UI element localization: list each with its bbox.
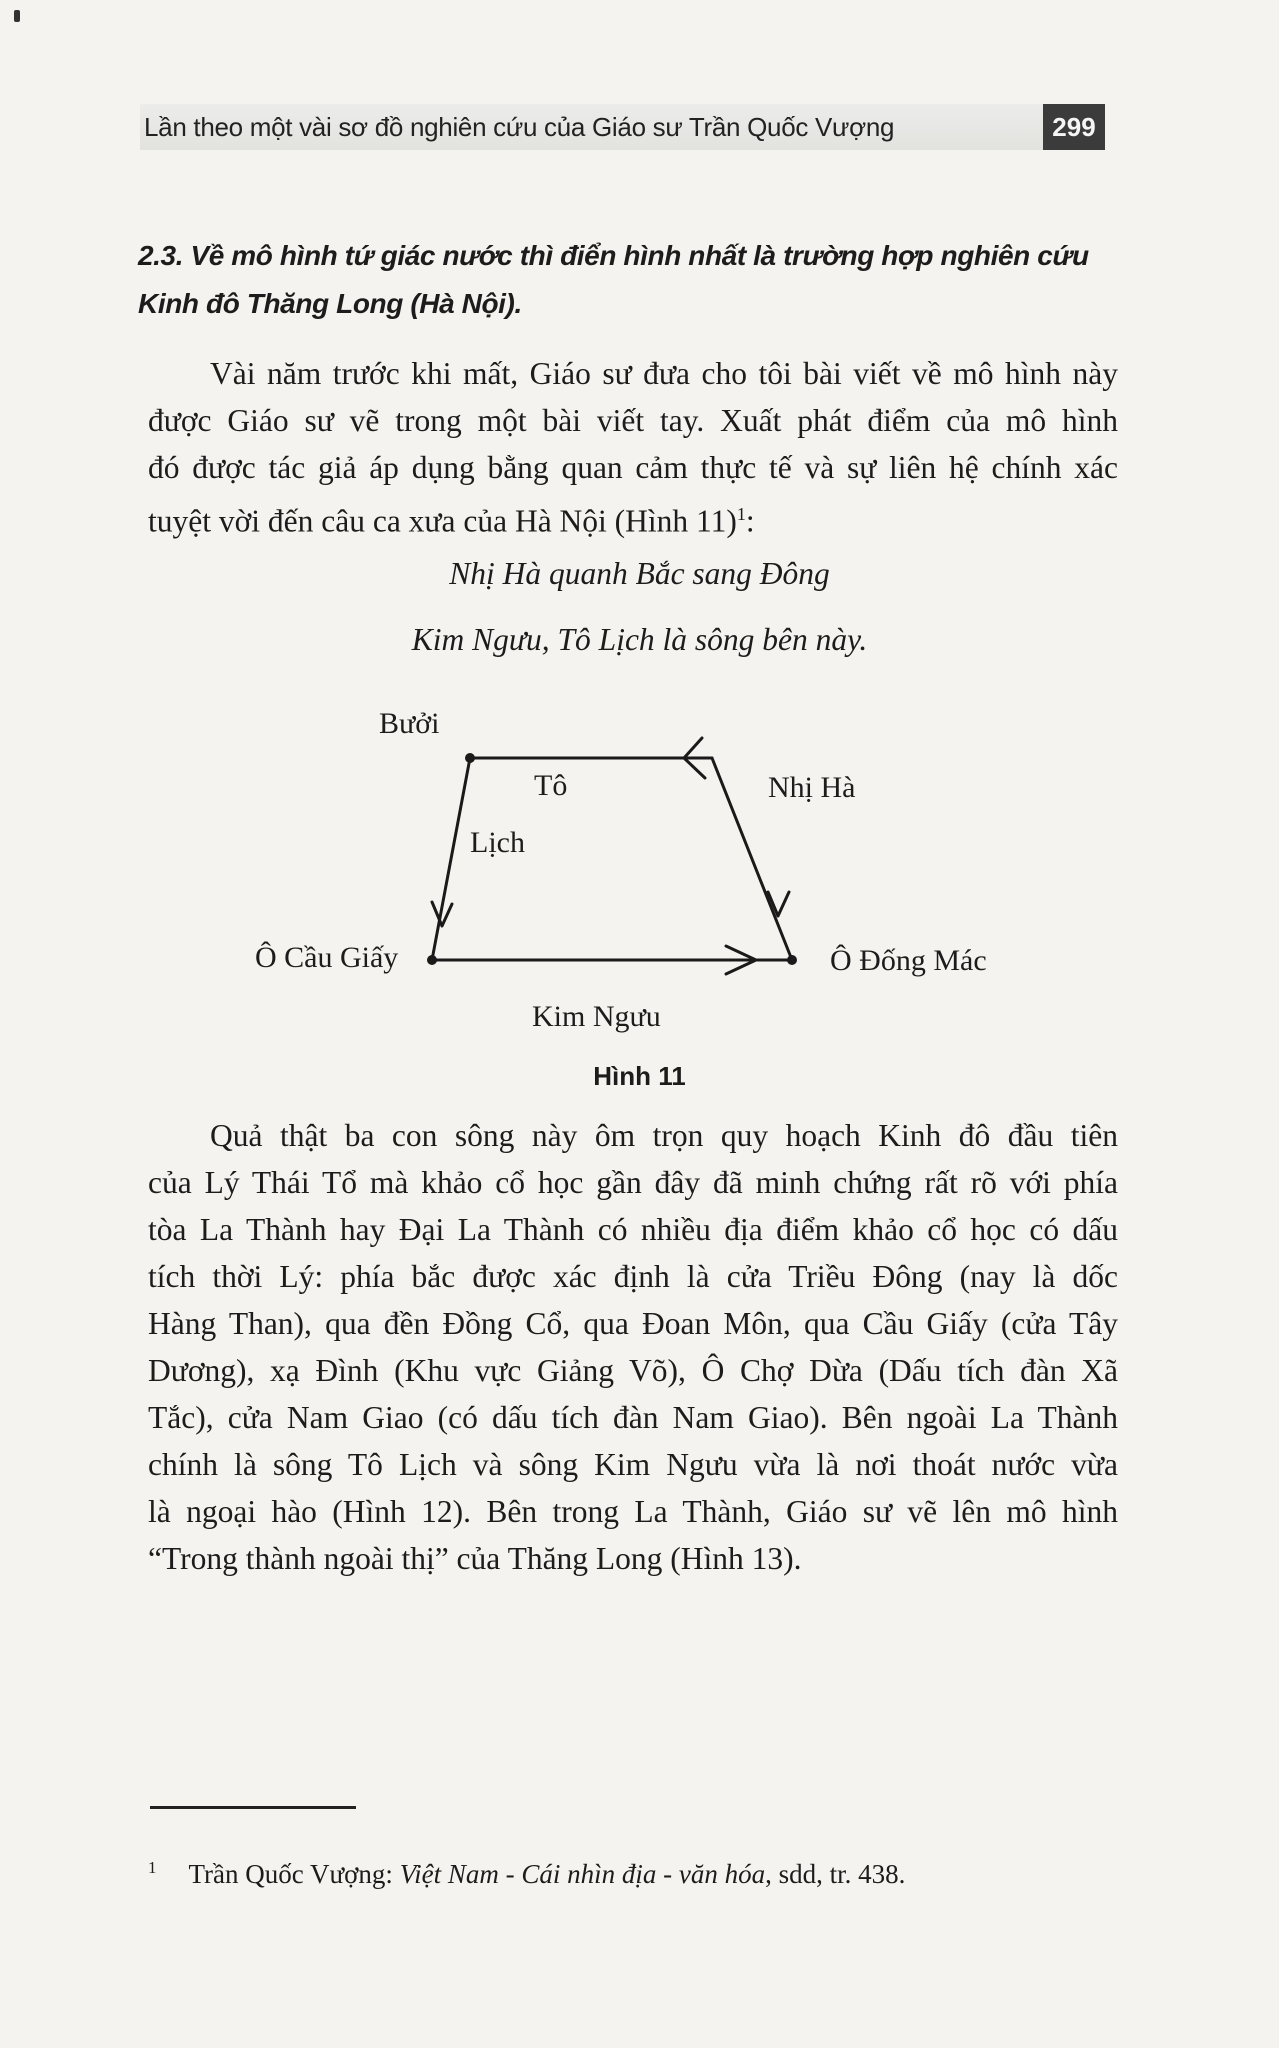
footnote-mark: 1 [148, 1858, 157, 1877]
label-o-cau-giay: Ô Cầu Giấy [255, 941, 399, 974]
footnote [148, 1858, 905, 1890]
paragraph-line: Vài năm trước khi mất, Giáo sư đưa cho tôi bài viết về mô hình này [210, 356, 1118, 391]
node-cau-giay [427, 955, 437, 965]
footnote-book-title: Việt Nam - Cái nhìn địa - văn hóa [399, 1859, 766, 1889]
footnote-citation: , sdd, tr. 438. [765, 1859, 906, 1889]
label-kim-nguu: Kim Ngưu [532, 1000, 661, 1033]
paragraph-line: là ngoại hào (Hình 12). Bên trong La Thành, Giáo sư vẽ lên mô hình [148, 1494, 1118, 1529]
paragraph-line: tích thời Lý: phía bắc được xác định là cửa Triều Đông (nay là dốc [148, 1259, 1118, 1294]
label-nhi-ha: Nhị Hà [768, 771, 856, 804]
paragraph-line: được Giáo sư vẽ trong một bài viết tay. Xuất phát điểm của mô hình [148, 403, 1118, 438]
footnote-divider [150, 1806, 356, 1809]
paragraph-line: Quả thật ba con sông này ôm trọn quy hoạch Kinh đô đầu tiên [210, 1118, 1118, 1153]
section-heading-line-1: 2.3. Về mô hình tứ giác nước thì điển hình nhất là trường hợp nghiên cứu [138, 240, 1089, 271]
verse-line-1: Nhị Hà quanh Bắc sang Đông [449, 556, 830, 591]
paragraph-line: của Lý Thái Tổ mà khảo cổ học gần đây đã minh chứng rất rõ với phía [148, 1165, 1118, 1200]
paragraph-line: Dương), xạ Đình (Khu vực Giảng Võ), Ô Chợ Dừa (Dấu tích đàn Xã [148, 1353, 1118, 1388]
paragraph-line-tail: : [745, 503, 755, 539]
label-to: Tô [534, 769, 568, 802]
paragraph-line: tòa La Thành hay Đại La Thành có nhiều địa điểm khảo cổ học có dấu [148, 1212, 1118, 1247]
paragraph-line: Tắc), cửa Nam Giao (có dấu tích đàn Nam Giao). Bên ngoài La Thành [148, 1400, 1118, 1435]
paragraph-line: đó được tác giả áp dụng bằng quan cảm thực tế và sự liên hệ chính xác [148, 450, 1118, 485]
section-heading-line-2: Kinh đô Thăng Long (Hà Nội). [138, 288, 522, 319]
page-number: 299 [1043, 104, 1105, 150]
footnote-author: Trần Quốc Vượng: [188, 1859, 400, 1889]
paragraph-line: Hàng Than), qua đền Đồng Cổ, qua Đoan Môn, qua Cầu Giấy (cửa Tây [148, 1306, 1118, 1341]
node-dong-mac [787, 955, 797, 965]
footnote-reference: 1 [736, 504, 746, 524]
paragraph-line: chính là sông Tô Lịch và sông Kim Ngưu vừa là nơi thoát nước vừa [148, 1447, 1118, 1482]
to-lich-left-edge [432, 758, 470, 960]
paragraph-body [148, 1112, 1118, 1582]
paragraph-line-text: tuyệt vời đến câu ca xưa của Hà Nội (Hình 11) [148, 503, 737, 539]
label-lich: Lịch [470, 826, 525, 859]
label-buoi: Bưởi [379, 707, 440, 740]
verse-line-2: Kim Ngưu, Tô Lịch là sông bên này. [411, 622, 868, 657]
header-title: Lần theo một vài sơ đồ nghiên cứu của Giáo sư Trần Quốc Vượng [144, 111, 895, 142]
paragraph-line: “Trong thành ngoài thị” của Thăng Long (Hình 13). [148, 1541, 802, 1576]
node-buoi [465, 753, 475, 763]
label-o-dong-mac: Ô Đống Mác [830, 944, 987, 977]
figure-caption: Hình 11 [593, 1061, 686, 1091]
